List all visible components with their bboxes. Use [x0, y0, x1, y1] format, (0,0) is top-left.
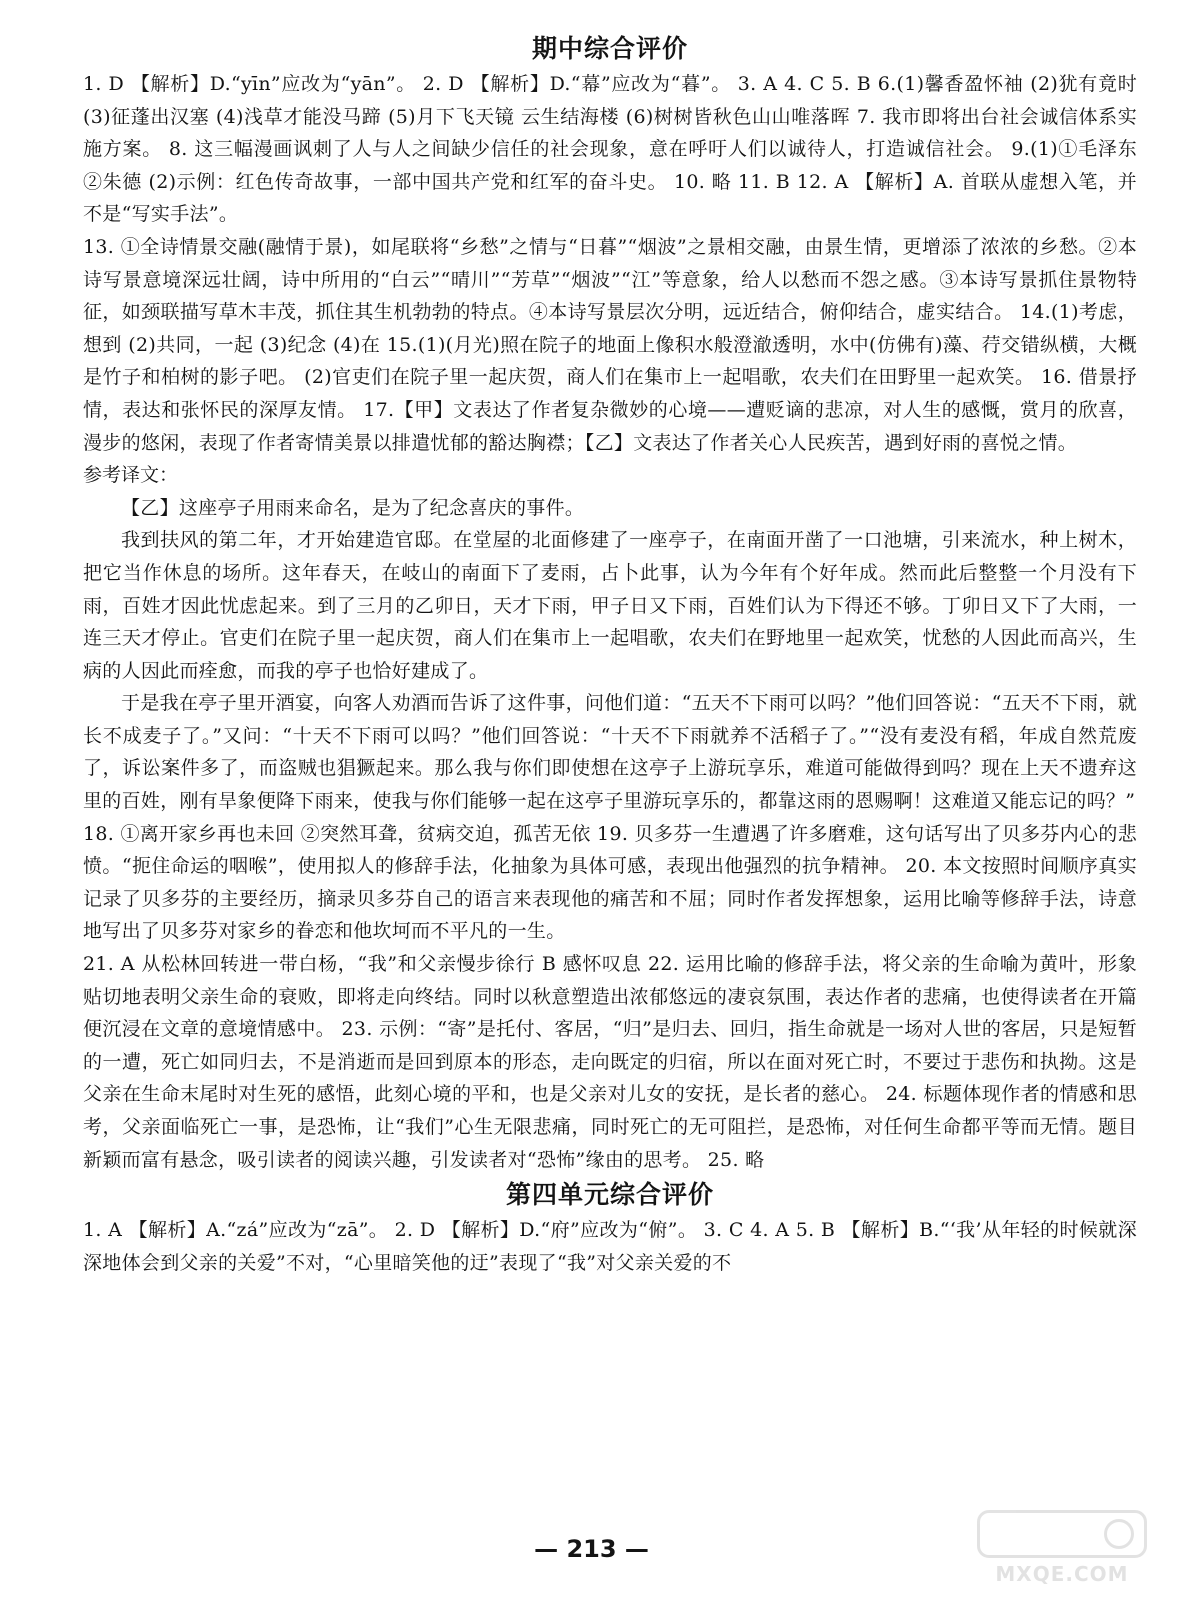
- translation-paragraph-3: 于是我在亭子里开酒宴，向客人劝酒而告诉了这件事，问他们道：“五天不下雨可以吗？”他们回答说：“五天不下雨，就长不成麦子了。”又问：“十天不下雨可以吗？”他们回答说：“十天不下雨就养不活稻子了。”“没有麦没有稻，年成自然荒废了，诉讼案件多了，而盗贼也猖獗起来。那么我与你们即使想在这亭子上游玩享乐，难道可能做得到吗？现在上天不遗弃这里的百姓，刚有旱象便降下雨来，使我与你们能够一起在这亭子里游玩享乐的，都靠这雨的恩赐啊！这难道又能忘记的吗？”: [83, 692, 1137, 813]
- page-number: — 213 —: [534, 1535, 649, 1563]
- answer-paragraph-3: 18. ①离开家乡再也未回 ②突然耳聋，贫病交迫，孤苦无依 19. 贝多芬一生遭遇了许多磨难，这句话写出了贝多芬内心的悲愤。“扼住命运的咽喉”，使用拟人的修辞手法，化抽象为具体可感，表现出他强烈的抗争精神。 20. 本文按照时间顺序真实记录了贝多芬的主要经历，摘录贝多芬自己的语言来表现他的痛苦和不屈；同时作者发挥想象，运用比喻等修辞手法，诗意地写出了贝多芬对家乡的眷恋和他坎坷而不平凡的一生。: [83, 822, 1137, 943]
- watermark-badge-icon: [977, 1510, 1147, 1558]
- answer-paragraph-4: 21. A 从松林回转进一带白杨，“我”和父亲慢步徐行 B 感怀叹息 22. 运用比喻的修辞手法，将父亲的生命喻为黄叶，形象贴切地表明父亲生命的衰败，即将走向终结。同时以秋意塑造出浓郁悠远的凄哀氛围，表达作者的悲痛，也使得读者在开篇便沉浸在文章的意境情感中。 23. 示例：“寄”是托付、客居，“归”是归去、回归，指生命就是一场对人世的客居，只是短暂的一遭，死亡如同归去，不是消逝而是回到原本的形态，走向既定的归宿，所以在面对死亡时，不要过于悲伤和执拗。这是父亲在生命末尾时对生死的感悟，此刻心境的平和，也是父亲对儿女的安抚，是长者的慈心。 24. 标题体现作者的情感和思考，父亲面临死亡一事，是恐怖，让“我们”心生无限悲痛，同时死亡的无可阻拦，是恐怖，对任何生命都平等而无情。题目新颖而富有悬念，吸引读者的阅读兴趣，引发读者对“恐怖”缘由的思考。 25. 略: [83, 953, 1137, 1171]
- answer-paragraph-2: 13. ①全诗情景交融(融情于景)，如尾联将“乡愁”之情与“日暮”“烟波”之景相交融，由景生情，更增添了浓浓的乡愁。②本诗写景意境深远壮阔，诗中所用的“白云”“晴川”“芳草”“烟波”“江”等意象，给人以愁而不怨之感。③本诗写景抓住景物特征，如颈联描写草木丰茂，抓住其生机勃勃的特点。④本诗写景层次分明，远近结合，俯仰结合，虚实结合。 14.(1)考虑，想到 (2)共同，一起 (3)纪念 (4)在 15.(1)(月光)照在院子的地面上像积水般澄澈透明，水中(仿佛有)藻、荇交错纵横，大概是竹子和柏树的影子吧。 (2)官吏们在院子里一起庆贺，商人们在集市上一起唱歌，农夫们在田野里一起欢笑。 16. 借景抒情，表达和张怀民的深厚友情。 17.【甲】文表达了作者复杂微妙的心境——遭贬谪的悲凉，对人生的感慨，赏月的欣喜，漫步的悠闲，表现了作者寄情美景以排遣忧郁的豁达胸襟；【乙】文表达了作者关心人民疾苦，遇到好雨的喜悦之情。: [83, 235, 1137, 454]
- watermark-logo: [977, 1510, 1147, 1590]
- answer-paragraph-1: 1. D 【解析】D.“yīn”应改为“yān”。 2. D 【解析】D.“幕”应改为“暮”。 3. A 4. C 5. B 6.(1)馨香盈怀袖 (2)犹有竟时 (3)征蓬出汉塞 (4)浅草才能没马蹄 (5)月下飞天镜 云生结海楼 (6)树树皆秋色山山唯落晖 7. 我市即将出台社会诚信体系实施方案。 8. 这三幅漫画讽刺了人与人之间缺少信任的社会现象，意在呼吁人们以诚待人，打造诚信社会。 9.(1)①毛泽东 ②朱德 (2)示例：红色传奇故事，一部中国共产党和红军的奋斗史。 10. 略 11. B 12. A 【解析】A. 首联从虚想入笔，并不是“写实手法”。: [83, 73, 1137, 226]
- answer-page: [83, 30, 1137, 1279]
- reference-translation-label: 参考译文：: [83, 464, 179, 487]
- section-title-unit-four: 第四单元综合评价: [505, 1180, 714, 1210]
- answer-paragraph-5: 1. A 【解析】A.“zá”应改为“zā”。 2. D 【解析】D.“府”应改为“俯”。 3. C 4. A 5. B 【解析】B.“‘我’从年轻的时候就深深地体会到父亲的关爱”不对，“心里暗笑他的迂”表现了“我”对父亲关爱的不: [83, 1219, 1137, 1274]
- translation-paragraph-2: 我到扶风的第二年，才开始建造官邸。在堂屋的北面修建了一座亭子，在南面开凿了一口池塘，引来流水，种上树木，把它当作休息的场所。这年春天，在岐山的南面下了麦雨，占卜此事，认为今年有个好年成。然而此后整整一个月没有下雨，百姓才因此忧虑起来。到了三月的乙卯日，天才下雨，甲子日又下雨，百姓们认为下得还不够。丁卯日又下了大雨，一连三天才停止。官吏们在院子里一起庆贺，商人们在集市上一起唱歌，农夫们在野地里一起欢笑，忧愁的人因此而高兴，生病的人因此而痊愈，而我的亭子也恰好建成了。: [83, 529, 1137, 682]
- section-title-midterm: 期中综合评价: [531, 34, 688, 63]
- watermark-text: MXQE.COM: [995, 1562, 1129, 1586]
- watermark-circle-icon: [1104, 1519, 1134, 1549]
- translation-paragraph-1: 【乙】这座亭子用雨来命名，是为了纪念喜庆的事件。: [121, 496, 585, 519]
